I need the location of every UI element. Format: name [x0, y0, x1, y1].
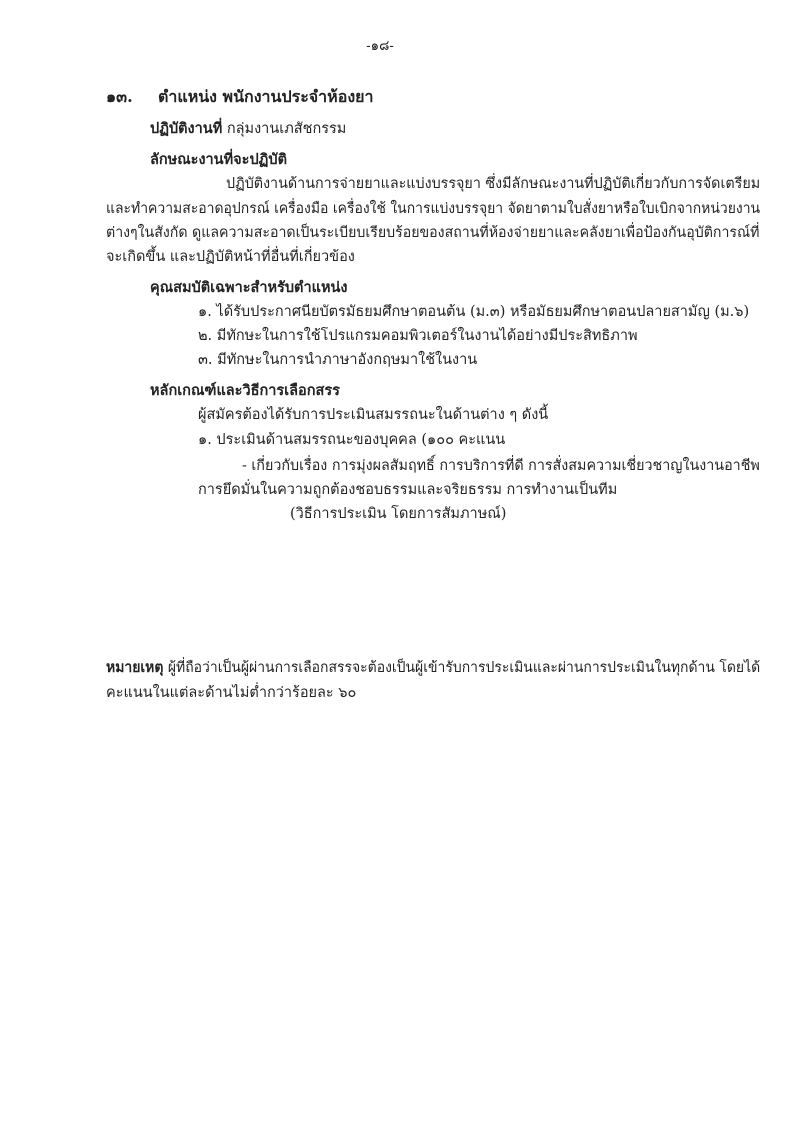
workplace-label: ปฏิบัติงานที่ — [150, 120, 223, 137]
qualification-item: ๑. ได้รับประกาศนียบัตรมัธยมศึกษาตอนต้น (ม.๓) หรือมัธยมศึกษาตอนปลายสามัญ (ม.๖) — [198, 304, 750, 320]
workplace-value: กลุ่มงานเภสัชกรรม — [226, 121, 347, 137]
remark-text: ผู้ที่ถือว่าเป็นผู้ผ่านการเลือกสรรจะต้องเป็นผู้เข้ารับการประเมินและผ่านการประเมินในทุกด้าน โดยได้ — [167, 660, 761, 676]
qualification-item: ๒. มีทักษะในการใช้โปรแกรมคอมพิวเตอร์ในงานได้อย่างมีประสิทธิภาพ — [198, 328, 638, 344]
selection-item: ๑. ประเมินด้านสมรรถนะของบุคคล (๑๐๐ คะแนน — [198, 432, 506, 448]
qualification-item: ๓. มีทักษะในการนำภาษาอังกฤษมาใช้ในงาน — [198, 352, 478, 368]
selection-detail: - เกี่ยวกับเรื่อง การมุ่งผลสัมฤทธิ์ การบริการที่ดี การสั่งสมความเชี่ยวชาญในงานอาชีพ — [242, 458, 760, 474]
remark-line — [106, 658, 760, 678]
job-description-line: ปฏิบัติงานด้านการจ่ายยาและแบ่งบรรจุยา ซึ่งมีลักษณะงานที่ปฏิบัติเกี่ยวกับการจัดเตรียม — [226, 176, 761, 192]
job-description-label: ลักษณะงานที่จะปฏิบัติ — [150, 151, 287, 168]
job-description-line: และทำความสะอาดอุปกรณ์ เครื่องมือ เครื่องใช้ ในการแบ่งบรรจุยา จัดยาตามใบสั่งยาหรือใบเบิกจากหน่วยงาน — [106, 201, 761, 217]
section-number: ๑๓. — [106, 87, 133, 106]
position-title: ตำแหน่ง พนักงานประจำห้องยา — [158, 87, 374, 106]
selection-detail: การยึดมั่นในความถูกต้องชอบธรรมและจริยธรรม การทำงานเป็นทีม — [198, 482, 618, 498]
qualifications-label: คุณสมบัติเฉพาะสำหรับตำแหน่ง — [150, 279, 348, 296]
job-description-line: จะเกิดขึ้น และปฏิบัติหน้าที่อื่นที่เกี่ยวข้อง — [106, 249, 355, 265]
page-number: -๑๘- — [366, 38, 394, 54]
job-description-line: ต่างๆในสังกัด ดูแลความสะอาดเป็นระเบียบเรียบร้อยของสถานที่ห้องจ่ายยาและคลังยาเพื่อป้องกันอุบัติการณ์ที่ — [106, 225, 760, 241]
remark-text: คะแนนในแต่ละด้านไม่ต่ำกว่าร้อยละ ๖๐ — [106, 685, 357, 701]
selection-method: (วิธีการประเมิน โดยการสัมภาษณ์) — [290, 506, 507, 522]
section-heading — [106, 87, 374, 107]
workplace-line — [150, 119, 346, 139]
remark-label: หมายเหตุ — [106, 659, 164, 676]
selection-label: หลักเกณฑ์และวิธีการเลือกสรร — [150, 382, 340, 399]
selection-intro: ผู้สมัครต้องได้รับการประเมินสมรรถนะในด้านต่าง ๆ ดังนี้ — [198, 407, 549, 423]
